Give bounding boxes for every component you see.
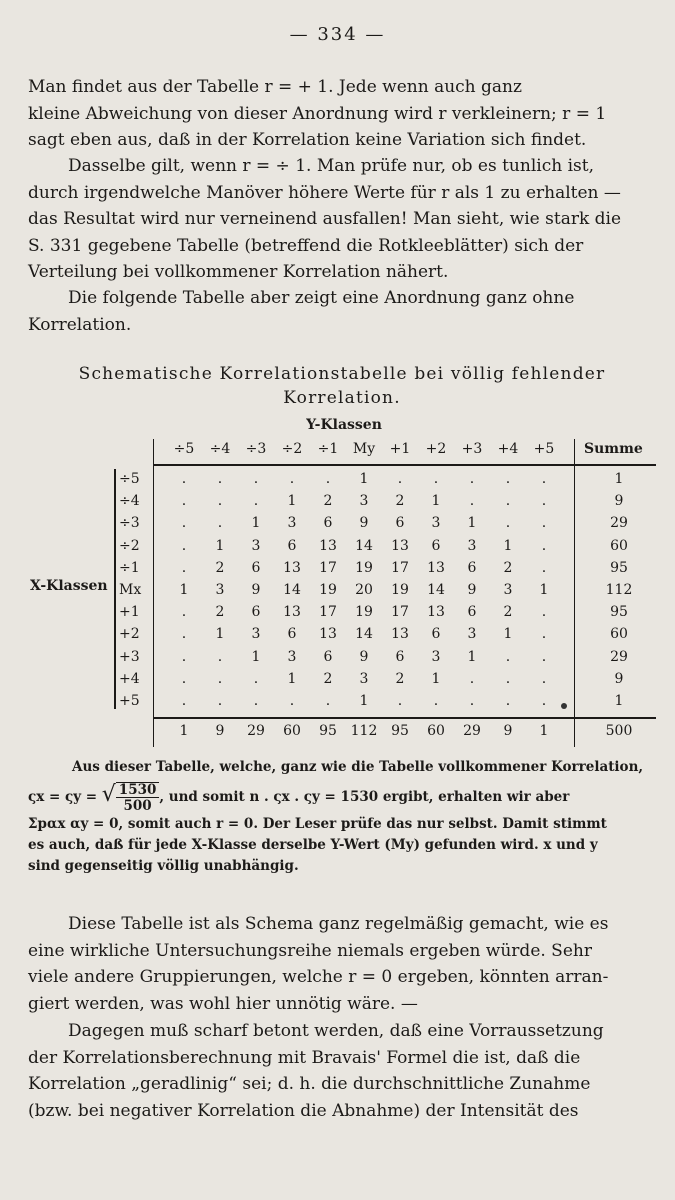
table-cell: 1 bbox=[287, 493, 297, 510]
y-class-header: +5 bbox=[533, 441, 555, 457]
correlation-table bbox=[24, 417, 664, 747]
text-line: Verteilung bei vollkommener Korrelation nähert. bbox=[28, 262, 449, 282]
table-cell: . bbox=[397, 693, 403, 709]
x-class-label: +1 bbox=[119, 604, 140, 621]
table-cell: . bbox=[541, 515, 547, 532]
row-sum: 95 bbox=[610, 559, 628, 576]
x-class-label: +5 bbox=[119, 693, 140, 709]
paragraph-2 bbox=[28, 153, 656, 286]
table-cell: 3 bbox=[251, 537, 261, 554]
table-cell: . bbox=[541, 559, 547, 576]
table-cell: 2 bbox=[323, 670, 333, 687]
table-cell: 3 bbox=[503, 582, 513, 598]
table-cell: 3 bbox=[287, 515, 297, 532]
table-cell: . bbox=[433, 693, 439, 709]
fraction bbox=[116, 782, 160, 814]
table-cell: . bbox=[325, 693, 331, 709]
note-line: es auch, daß für jede X-Klasse derselbe Y-Wert (My) gefunden wird. x und y bbox=[28, 837, 598, 853]
table-cell: 1 bbox=[215, 626, 225, 643]
table-cell: . bbox=[505, 515, 511, 532]
x-class-label: ÷2 bbox=[119, 537, 140, 554]
table-cell: . bbox=[217, 493, 223, 510]
table-cell: . bbox=[505, 693, 511, 709]
sum-header: Summe bbox=[584, 441, 643, 457]
x-class-label: ÷1 bbox=[119, 559, 140, 576]
table-title bbox=[28, 362, 656, 410]
table-cell: 13 bbox=[391, 537, 409, 554]
table-cell: . bbox=[181, 537, 187, 554]
column-sum: 29 bbox=[247, 723, 265, 739]
table-cell: . bbox=[181, 559, 187, 576]
row-sum: 112 bbox=[605, 582, 633, 598]
table-cell: 3 bbox=[467, 626, 477, 643]
column-sum: 1 bbox=[539, 723, 549, 739]
paragraph-3 bbox=[28, 285, 656, 338]
table-cell: 1 bbox=[431, 670, 441, 687]
table-cell: 3 bbox=[215, 582, 225, 598]
header-rule bbox=[153, 464, 656, 466]
y-class-header: My bbox=[352, 441, 376, 457]
table-cell: 14 bbox=[283, 582, 301, 598]
table-cell: . bbox=[217, 471, 223, 487]
fraction-denominator: 500 bbox=[123, 797, 152, 814]
table-cell: 6 bbox=[467, 604, 477, 621]
table-cell: 1 bbox=[539, 582, 549, 598]
table-cell: 6 bbox=[251, 604, 261, 621]
table-cell: 6 bbox=[431, 626, 441, 643]
text-line: Korrelation „geradlinig“ sei; d. h. die durchschnittliche Zunahme bbox=[28, 1074, 591, 1094]
table-cell: 13 bbox=[427, 604, 445, 621]
table-cell: . bbox=[325, 471, 331, 487]
y-class-header: ÷1 bbox=[317, 441, 339, 457]
text-line: durch irgendwelche Manöver höhere Werte für r als 1 zu erhalten — bbox=[28, 182, 621, 203]
table-cell: 13 bbox=[283, 559, 301, 576]
table-cell: 17 bbox=[319, 559, 337, 576]
ink-spot bbox=[561, 703, 567, 709]
text-line: giert werden, was wohl hier unnötig wäre. — bbox=[28, 993, 418, 1014]
table-cell: . bbox=[181, 515, 187, 532]
table-cell: . bbox=[217, 648, 223, 665]
table-cell: 1 bbox=[431, 493, 441, 510]
table-cell: . bbox=[433, 471, 439, 487]
table-cell: 13 bbox=[391, 626, 409, 643]
table-cell: 17 bbox=[391, 604, 409, 621]
row-sum: 1 bbox=[614, 693, 624, 709]
table-cell: 1 bbox=[503, 537, 513, 554]
note-line: sind gegenseitig völlig unabhängig. bbox=[28, 858, 299, 874]
table-cell: . bbox=[505, 648, 511, 665]
x-class-bracket bbox=[114, 469, 116, 709]
table-cell: 19 bbox=[319, 582, 337, 598]
table-cell: 17 bbox=[391, 559, 409, 576]
table-cell: 2 bbox=[503, 559, 513, 576]
text-line: eine wirkliche Untersuchungsreihe niemals ergeben würde. Sehr bbox=[28, 940, 592, 961]
column-sum: 95 bbox=[319, 723, 337, 739]
table-cell: 2 bbox=[395, 493, 405, 510]
table-cell: 1 bbox=[467, 515, 477, 532]
column-sum: 95 bbox=[391, 723, 409, 739]
text-line: Die folgende Tabelle aber zeigt eine Anordnung ganz ohne bbox=[68, 288, 575, 308]
table-cell: . bbox=[541, 604, 547, 621]
table-cell: 14 bbox=[355, 626, 373, 643]
table-cell: . bbox=[505, 670, 511, 687]
table-cell: 3 bbox=[359, 493, 369, 510]
table-cell: . bbox=[181, 648, 187, 665]
table-title-line: Korrelation. bbox=[283, 388, 401, 408]
table-cell: 6 bbox=[287, 626, 297, 643]
x-class-label: Mx bbox=[119, 582, 142, 598]
column-sum: 60 bbox=[283, 723, 301, 739]
table-cell: 3 bbox=[359, 670, 369, 687]
note-line: Aus dieser Tabelle, welche, ganz wie die Tabelle vollkommener Korrelation, bbox=[72, 759, 644, 775]
table-cell: . bbox=[541, 648, 547, 665]
table-cell: . bbox=[217, 693, 223, 709]
row-sum: 1 bbox=[614, 471, 624, 487]
note-line-formula bbox=[28, 778, 656, 814]
table-cell: . bbox=[397, 471, 403, 487]
column-sum: 9 bbox=[503, 723, 513, 739]
table-cell: 3 bbox=[431, 515, 441, 532]
table-cell: 1 bbox=[359, 471, 369, 487]
text-line: der Korrelationsberechnung mit Bravais' Formel die ist, daß die bbox=[28, 1047, 581, 1068]
table-notes bbox=[28, 757, 656, 877]
table-cell: 13 bbox=[319, 626, 337, 643]
table-cell: . bbox=[469, 471, 475, 487]
table-cell: 2 bbox=[323, 493, 333, 510]
table-cell: 3 bbox=[431, 648, 441, 665]
table-cell: 6 bbox=[467, 559, 477, 576]
text-line: Diese Tabelle ist als Schema ganz regelmäßig gemacht, wie es bbox=[68, 914, 609, 934]
paragraph-5 bbox=[28, 1018, 656, 1124]
x-class-label: +3 bbox=[119, 648, 140, 665]
table-cell: 1 bbox=[467, 648, 477, 665]
table-cell: 13 bbox=[319, 537, 337, 554]
column-sum: 112 bbox=[350, 723, 378, 739]
table-cell: . bbox=[181, 670, 187, 687]
note-line: Σpαx αy = 0, somit auch r = 0. Der Leser prüfe das nur selbst. Damit stimmt bbox=[28, 816, 607, 832]
column-sum: 29 bbox=[463, 723, 481, 739]
table-cell: 1 bbox=[179, 582, 189, 598]
table-cell: . bbox=[541, 670, 547, 687]
text-line: S. 331 gegebene Tabelle (betreffend die Rotkleeblätter) sich der bbox=[28, 235, 584, 256]
table-cell: 9 bbox=[359, 648, 369, 665]
column-sum: 1 bbox=[179, 723, 189, 739]
table-cell: 2 bbox=[395, 670, 405, 687]
sqrt-symbol: √ bbox=[101, 782, 116, 807]
table-cell: . bbox=[253, 670, 259, 687]
table-cell: 1 bbox=[287, 670, 297, 687]
table-cell: . bbox=[217, 670, 223, 687]
table-cell: 1 bbox=[251, 648, 261, 665]
table-cell: 6 bbox=[323, 648, 333, 665]
column-divider-sum bbox=[574, 439, 575, 747]
table-cell: . bbox=[253, 493, 259, 510]
column-sum: 9 bbox=[215, 723, 225, 739]
table-cell: . bbox=[505, 493, 511, 510]
text-line: Dagegen muß scharf betont werden, daß eine Vorraussetzung bbox=[68, 1021, 604, 1041]
row-sum: 95 bbox=[610, 604, 628, 621]
table-cell: 3 bbox=[287, 648, 297, 665]
x-class-label: ÷5 bbox=[119, 471, 140, 487]
totals-rule bbox=[153, 717, 656, 719]
table-cell: 6 bbox=[251, 559, 261, 576]
row-sum: 60 bbox=[610, 626, 628, 643]
y-class-header: +1 bbox=[389, 441, 411, 457]
text-line: Korrelation. bbox=[28, 314, 132, 335]
x-class-label: +2 bbox=[119, 626, 140, 643]
table-cell: . bbox=[253, 693, 259, 709]
table-cell: 20 bbox=[355, 582, 373, 598]
y-class-header: ÷3 bbox=[245, 441, 267, 457]
table-cell: 9 bbox=[467, 582, 477, 598]
text-line: sagt eben aus, daß in der Korrelation keine Variation sich findet. bbox=[28, 130, 587, 150]
table-cell: . bbox=[469, 670, 475, 687]
table-cell: . bbox=[181, 626, 187, 643]
x-class-label: +4 bbox=[119, 670, 140, 687]
grand-total: 500 bbox=[605, 723, 633, 739]
formula-rhs: , und somit n . ςx . ςy = 1530 ergibt, erhalten wir aber bbox=[159, 789, 570, 805]
text-line: das Resultat wird nur verneinend ausfallen! Man sieht, wie stark die bbox=[28, 209, 622, 229]
paragraph-4 bbox=[28, 911, 656, 1017]
table-cell: . bbox=[541, 493, 547, 510]
table-cell: 1 bbox=[503, 626, 513, 643]
table-cell: . bbox=[541, 626, 547, 643]
y-class-header: ÷4 bbox=[209, 441, 231, 457]
table-cell: . bbox=[541, 693, 547, 709]
table-cell: 14 bbox=[427, 582, 445, 598]
text-line: kleine Abweichung von dieser Anordnung wird r verkleinern; r = 1 bbox=[28, 103, 607, 124]
table-cell: 19 bbox=[391, 582, 409, 598]
table-cell: 6 bbox=[395, 515, 405, 532]
table-cell: . bbox=[181, 693, 187, 709]
table-cell: 13 bbox=[283, 604, 301, 621]
x-class-label: ÷3 bbox=[119, 515, 140, 532]
table-cell: . bbox=[505, 471, 511, 487]
table-cell: 2 bbox=[215, 559, 225, 576]
row-sum: 60 bbox=[610, 537, 628, 554]
table-cell: 14 bbox=[355, 537, 373, 554]
table-cell: . bbox=[469, 493, 475, 510]
table-cell: 9 bbox=[359, 515, 369, 532]
table-cell: . bbox=[181, 493, 187, 510]
table-cell: . bbox=[541, 537, 547, 554]
y-class-header: +3 bbox=[461, 441, 483, 457]
x-class-label: ÷4 bbox=[119, 493, 140, 510]
formula-lhs: ςx = ςy = bbox=[28, 789, 98, 805]
table-cell: 19 bbox=[355, 604, 373, 621]
y-class-header: +4 bbox=[497, 441, 519, 457]
y-class-header: +2 bbox=[425, 441, 447, 457]
x-classes-label: X-Klassen bbox=[30, 578, 108, 594]
page-number: — 334 — bbox=[289, 24, 386, 45]
table-cell: 6 bbox=[323, 515, 333, 532]
table-cell: 2 bbox=[215, 604, 225, 621]
table-cell: 6 bbox=[431, 537, 441, 554]
table-cell: 1 bbox=[215, 537, 225, 554]
table-cell: . bbox=[181, 604, 187, 621]
text-line: (bzw. bei negativer Korrelation die Abnahme) der Intensität des bbox=[28, 1100, 579, 1121]
text-line: viele andere Gruppierungen, welche r = 0 ergeben, könnten arran- bbox=[28, 967, 609, 987]
y-class-header: ÷5 bbox=[173, 441, 195, 457]
table-cell: . bbox=[181, 471, 187, 487]
table-title-line: Schematische Korrelationstabelle bei völlig fehlender bbox=[78, 364, 606, 384]
table-cell: . bbox=[289, 693, 295, 709]
table-cell: 6 bbox=[287, 537, 297, 554]
table-cell: 2 bbox=[503, 604, 513, 621]
y-class-header: ÷2 bbox=[281, 441, 303, 457]
table-cell: . bbox=[289, 471, 295, 487]
table-cell: 3 bbox=[467, 537, 477, 554]
text-line: Man findet aus der Tabelle r = + 1. Jede wenn auch ganz bbox=[28, 77, 522, 97]
table-cell: . bbox=[217, 515, 223, 532]
table-cell: 3 bbox=[251, 626, 261, 643]
table-cell: . bbox=[253, 471, 259, 487]
table-cell: . bbox=[541, 471, 547, 487]
y-classes-label: Y-Klassen bbox=[306, 417, 382, 433]
table-cell: 1 bbox=[359, 693, 369, 709]
table-cell: . bbox=[469, 693, 475, 709]
row-sum: 9 bbox=[614, 493, 624, 510]
row-sum: 9 bbox=[614, 670, 624, 687]
table-cell: 6 bbox=[395, 648, 405, 665]
column-sum: 60 bbox=[427, 723, 445, 739]
paragraph-1 bbox=[28, 74, 656, 154]
table-cell: 17 bbox=[319, 604, 337, 621]
fraction-numerator: 1530 bbox=[116, 783, 160, 798]
row-sum: 29 bbox=[610, 515, 628, 532]
table-cell: 9 bbox=[251, 582, 261, 598]
text-line: Dasselbe gilt, wenn r = ÷ 1. Man prüfe nur, ob es tunlich ist, bbox=[68, 156, 594, 176]
row-sum: 29 bbox=[610, 648, 628, 665]
table-cell: 19 bbox=[355, 559, 373, 576]
table-cell: 1 bbox=[251, 515, 261, 532]
table-cell: 13 bbox=[427, 559, 445, 576]
